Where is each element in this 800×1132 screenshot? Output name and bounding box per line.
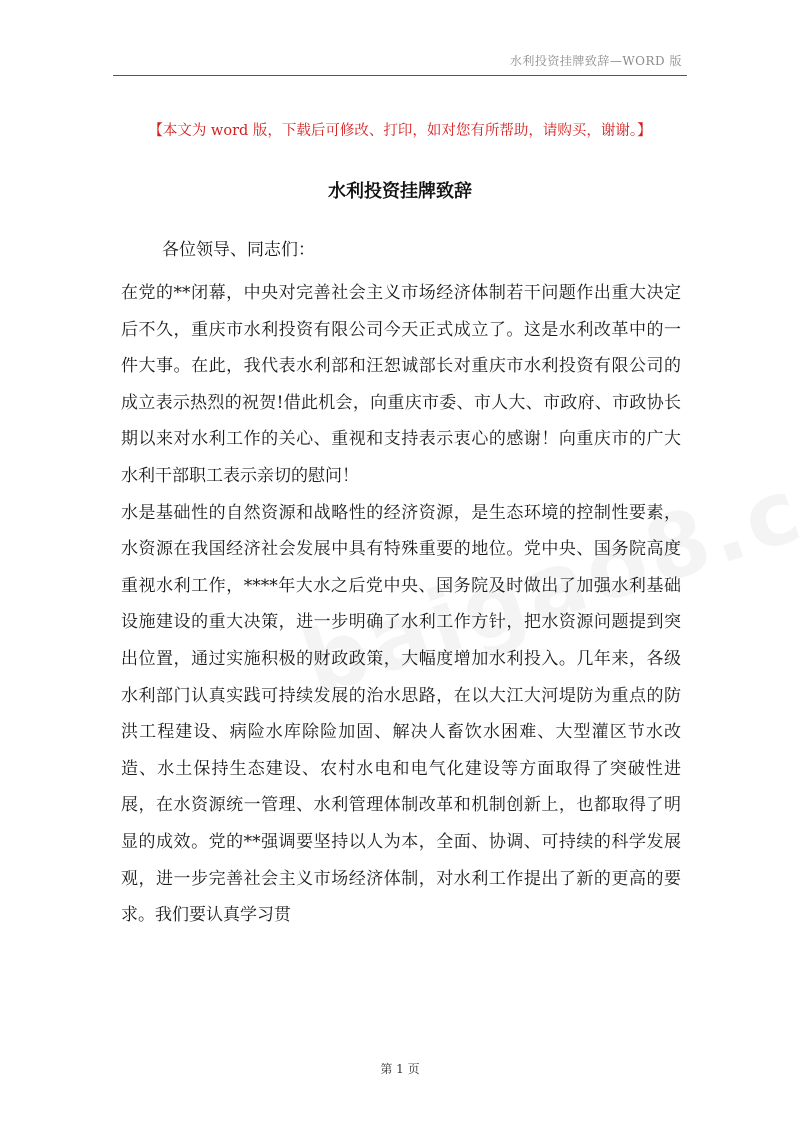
purchase-notice: 【本文为 word 版，下载后可修改、打印，如对您有所帮助，请购买，谢谢。】 [148, 123, 652, 139]
paragraph-1: 在党的**闭幕，中央对完善社会主义市场经济体制若干问题作出重大决定后不久，重庆市水利投资有限公司今天正式成立了。这是水利改革中的一件大事。在此，我代表水利部和汪恕诚部长对重庆市水利投资有限公司的成立表示热烈的祝贺!借此机会，向重庆市委、市人大、市政府、市政协长期以来对水利工作的关心、重视和支持表示衷心的感谢！向重庆市的广大水利干部职工表示亲切的慰问！ [121, 283, 681, 486]
document-title: 水利投资挂牌致辞 [328, 181, 472, 202]
running-header: 水利投资挂牌致辞—WORD 版 [509, 54, 682, 68]
greeting-line: 各位领导、同志们： [162, 240, 315, 260]
page-number: 第 1 页 [380, 1062, 420, 1076]
paragraph-2: 水是基础性的自然资源和战略性的经济资源，是生态环境的控制性要素，水资源在我国经济社会发展中具有特殊重要的地位。党中央、国务院高度重视水利工作，****年大水之后党中央、国务院及时做出了加强水利基础设施建设的重大决策，进一步明确了水利工作方针，把水资源问题提到突出位置，通过实施积极的财政政策，大幅度增加水利投入。几年来，各级水利部门认真实践可持续发展的治水思路，在以大江大河堤防为重点的防洪工程建设、病险水库除险加固、解决人畜饮水困难、大型灌区节水改造、水土保持生态建设、农村水电和电气化建设等方面取得了突破性进展，在水资源统一管理、水利管理体制改革和机制创新上，也都取得了明显的成效。党的**强调要坚持以人为本，全面、协调、可持续的科学发展观，进一步完善社会主义市场经济体制，对水利工作提出了新的更高的要求。我们要认真学习贯 [121, 502, 681, 926]
header-divider [113, 75, 687, 76]
